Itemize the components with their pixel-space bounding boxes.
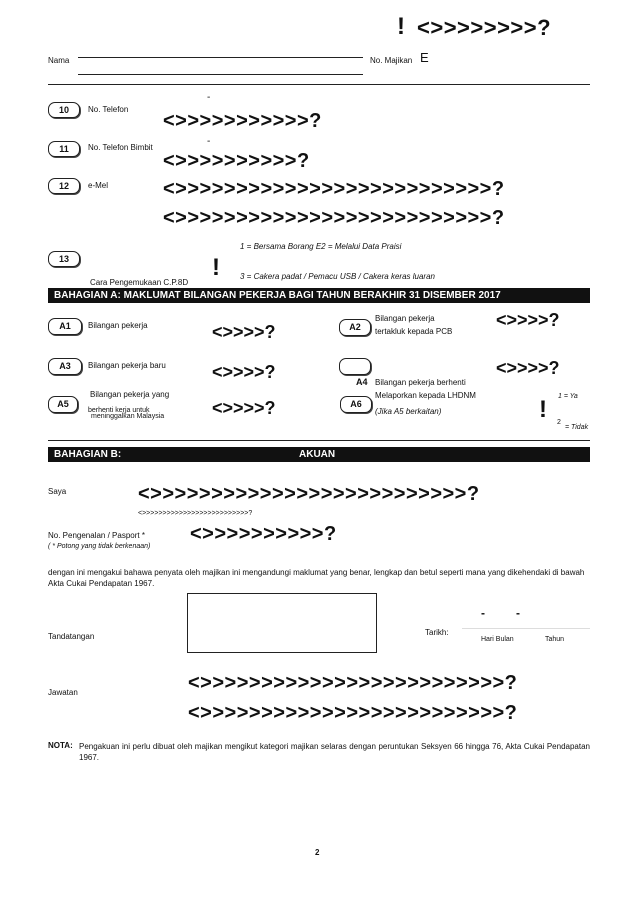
exclaim-mark: !: [397, 13, 405, 40]
item-13-badge: 13: [48, 251, 80, 267]
a5-label-line1: Bilangan pekerja yang: [90, 390, 170, 399]
a1-value[interactable]: <>>>>?: [212, 322, 276, 342]
a4-code: A4: [356, 377, 368, 387]
method-label: Cara Pengemukaan C.P.8D: [90, 278, 189, 287]
section-b-subtitle: AKUAN: [299, 449, 336, 460]
nota-label: NOTA:: [48, 741, 73, 750]
saya-small-value: <>>>>>>>>>>>>>>>>>>>>>>>>>>?: [138, 510, 253, 517]
date-hari-bulan: Hari Bulan: [481, 636, 514, 643]
a6-badge: A6: [340, 396, 372, 413]
a5-value[interactable]: <>>>>?: [212, 398, 276, 418]
a2-badge: A2: [339, 319, 371, 336]
a6-exclaim: !: [539, 396, 547, 423]
phone-value[interactable]: <>>>>>>>>>>>?: [163, 110, 322, 132]
a6-no: = Tidak: [565, 424, 589, 431]
a3-label: Bilangan pekerja baru: [88, 361, 166, 370]
date-label: Tarikh:: [425, 628, 449, 637]
a5-badge: A5: [48, 396, 78, 413]
email-label: e-Mel: [88, 181, 109, 190]
a2-label-line2: tertakluk kepada PCB: [375, 327, 453, 336]
date-tahun: Tahun: [545, 636, 565, 643]
phone-label: No. Telefon: [88, 105, 129, 114]
header-divider: [48, 84, 590, 85]
jawatan-value-1[interactable]: <>>>>>>>>>>>>>>>>>>>>>>>>>?: [188, 672, 518, 694]
item-10-badge: 10: [48, 102, 80, 118]
date-dash-1: -: [481, 606, 485, 620]
date-dash-2: -: [516, 606, 520, 620]
mobile-dash: -: [207, 136, 211, 147]
a6-yes: 1 = Ya: [558, 393, 578, 400]
section-a-divider: [48, 440, 590, 441]
ic-note: ( * Potong yang tidak berkenaan): [48, 543, 151, 550]
method-option-1-2: 1 = Bersama Borang E2 = Melalui Data Praisi: [240, 242, 402, 251]
a5-label-line2: berhenti kerja untuk: [88, 407, 150, 414]
nama-label: Nama: [48, 56, 70, 65]
saya-value[interactable]: <>>>>>>>>>>>>>>>>>>>>>>>>>>?: [138, 483, 480, 505]
nama-line-2[interactable]: [78, 74, 363, 75]
saya-label: Saya: [48, 487, 67, 496]
a2-value[interactable]: <>>>>?: [496, 310, 560, 330]
jawatan-value-2[interactable]: <>>>>>>>>>>>>>>>>>>>>>>>>>?: [188, 702, 518, 724]
email-value-1[interactable]: <>>>>>>>>>>>>>>>>>>>>>>>>>>?: [163, 178, 505, 200]
date-field-line[interactable]: [462, 628, 590, 629]
method-exclaim: !: [212, 254, 220, 281]
signature-box[interactable]: [187, 593, 377, 653]
jawatan-label: Jawatan: [48, 688, 78, 697]
declaration-text: dengan ini mengakui bahawa penyata oleh majikan ini mengandungi maklumat yang benar, lengkap dan betul seperti mana yang dikehendaki di bawah Akta Cukai Pendapatan 1967.: [48, 568, 585, 588]
phone-dash: -: [207, 92, 211, 103]
a6-label-line1: Melaporkan kepada LHDNM: [375, 391, 476, 400]
page-number: 2: [315, 848, 320, 857]
a5-label-line3: meninggalkan Malaysia: [91, 413, 165, 420]
majikan-label: No. Majikan: [370, 56, 413, 65]
nama-line-1[interactable]: [78, 57, 363, 58]
header-code-marks: <>>>>>>>>?: [417, 15, 552, 40]
a4-label: Bilangan pekerja berhenti: [375, 378, 466, 387]
section-b-header: [48, 447, 590, 462]
mobile-label: No. Telefon Bimbit: [88, 143, 153, 152]
a3-badge: A3: [48, 358, 82, 375]
section-a-header: BAHAGIAN A: MAKLUMAT BILANGAN PEKERJA BAGI TAHUN BERAKHIR 31 DISEMBER 2017: [48, 288, 590, 303]
a4-value[interactable]: <>>>>?: [496, 358, 560, 378]
mobile-value[interactable]: <>>>>>>>>>>?: [163, 150, 310, 172]
ic-label: No. Pengenalan / Pasport *: [48, 531, 145, 540]
a1-badge: A1: [48, 318, 82, 335]
email-value-2[interactable]: <>>>>>>>>>>>>>>>>>>>>>>>>>>?: [163, 207, 505, 229]
a3-value[interactable]: <>>>>?: [212, 362, 276, 382]
item-11-badge: 11: [48, 141, 80, 157]
signature-label: Tandatangan: [48, 632, 95, 641]
a1-label: Bilangan pekerja: [88, 321, 148, 330]
section-b-title: BAHAGIAN B:: [54, 449, 122, 460]
majikan-value[interactable]: E: [420, 50, 429, 65]
a4-badge-box: [339, 358, 371, 375]
ic-value[interactable]: <>>>>>>>>>>?: [190, 523, 337, 545]
a2-label-line1: Bilangan pekerja: [375, 314, 435, 323]
item-12-badge: 12: [48, 178, 80, 194]
method-option-3: 3 = Cakera padat / Pemacu USB / Cakera keras luaran: [240, 272, 435, 281]
a6-no-number: 2: [557, 419, 561, 426]
nota-text: Pengakuan ini perlu dibuat oleh majikan mengikut kategori majikan selaras dengan peruntukan Seksyen 66 hingga 76, Akta Cukai Pendapatan 1967.: [79, 742, 590, 762]
a6-label-line2: (Jika A5 berkaitan): [375, 407, 442, 416]
